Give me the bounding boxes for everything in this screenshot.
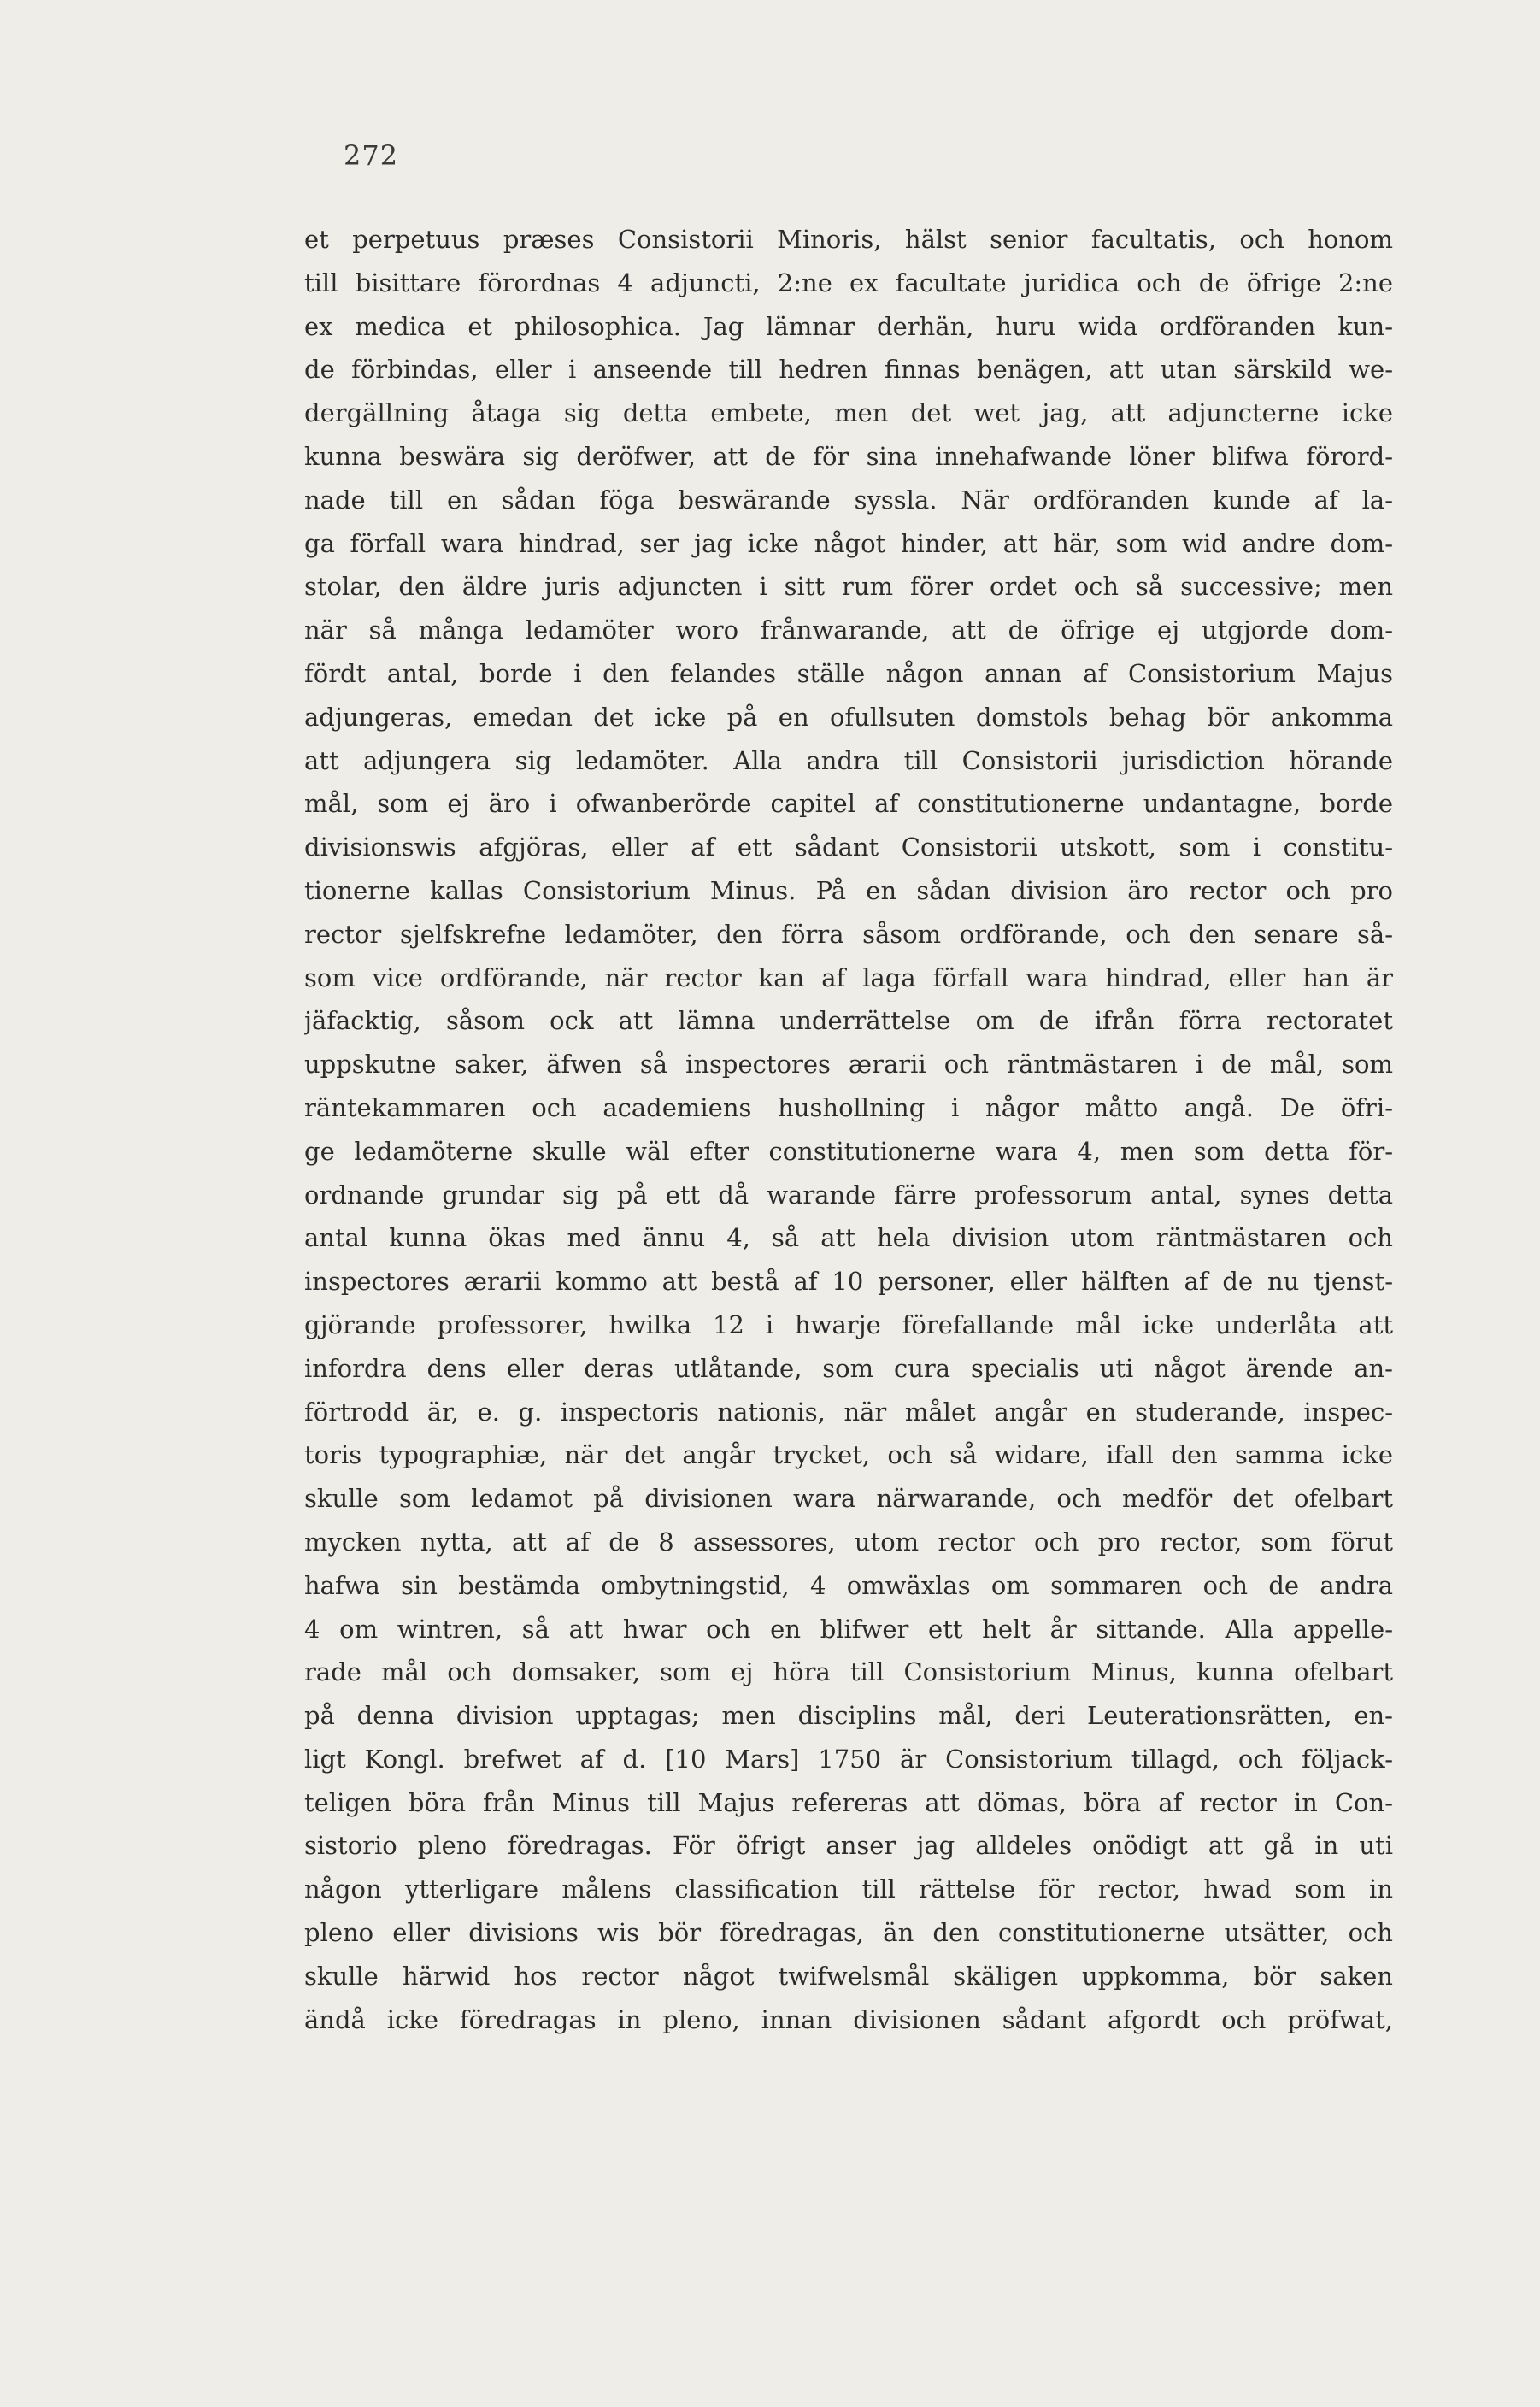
text-line: adjungeras, emedan det icke på en ofullsuten domstols behag bör ankomma	[304, 702, 1393, 732]
text-line: rector sjelfskrefne ledamöter, den förra såsom ordförande, och den senare så-	[304, 919, 1393, 949]
text-line: rade mål och domsaker, som ej höra till Consistorium Minus, kunna ofelbart	[304, 1657, 1393, 1687]
text-line: gjörande professorer, hwilka 12 i hwarje förefallande mål icke underlåta att	[304, 1309, 1393, 1339]
text-line: ge ledamöterne skulle wäl efter constitutionerne wara 4, men som detta för-	[304, 1136, 1393, 1166]
text-line: inspectores ærarii kommo att bestå af 10 personer, eller hälften af de nu tjenst-	[304, 1267, 1393, 1297]
text-line: antal kunna ökas med ännu 4, så att hela division utom räntmästaren och	[304, 1223, 1393, 1253]
text-line: infordra dens eller deras utlåtande, som cura specialis uti något ärende an-	[304, 1353, 1393, 1383]
text-line: jäfacktig, såsom ock att lämna underrättelse om de ifrån förra rectoratet	[304, 1006, 1393, 1036]
text-line: någon ytterligare målens classification till rättelse för rector, hwad som in	[304, 1874, 1393, 1904]
text-line: skulle härwid hos rector något twifwelsmål skäligen uppkomma, bör saken	[304, 1961, 1393, 1991]
text-line: ga förfall wara hindrad, ser jag icke något hinder, att här, som wid andre dom-	[304, 528, 1393, 558]
text-line: uppskutne saker, äfwen så inspectores ærarii och räntmästaren i de mål, som	[304, 1050, 1393, 1080]
text-line: mål, som ej äro i ofwanberörde capitel af constitutionerne undantagne, borde	[304, 789, 1393, 819]
text-line: toris typographiæ, när det angår trycket, och så widare, ifall den samma icke	[304, 1440, 1393, 1470]
text-line: mycken nytta, att af de 8 assessores, utom rector och pro rector, som förut	[304, 1527, 1393, 1557]
text-line: ligt Kongl. brefwet af d. [10 Mars] 1750 är Consistorium tillagd, och följack-	[304, 1744, 1393, 1774]
text-line: på denna division upptagas; men disciplins mål, deri Leuterationsrätten, en-	[304, 1701, 1393, 1731]
text-line: sistorio pleno föredragas. För öfrigt anser jag alldeles onödigt att gå in uti	[304, 1831, 1393, 1861]
text-line: när så många ledamöter woro frånwarande, att de öfrige ej utgjorde dom-	[304, 615, 1393, 645]
text-line: de förbindas, eller i anseende till hedren finnas benägen, att utan särskild we-	[304, 355, 1393, 385]
text-line: tionerne kallas Consistorium Minus. På en sådan division äro rector och pro	[304, 875, 1393, 905]
text-line: 4 om wintren, så att hwar och en blifwer ett helt år sittande. Alla appelle-	[304, 1614, 1393, 1644]
body-text	[304, 218, 1393, 2041]
text-line: hafwa sin bestämda ombytningstid, 4 omwäxlas om sommaren och de andra	[304, 1570, 1393, 1600]
text-line: dergällning åtaga sig detta embete, men det wet jag, att adjuncterne icke	[304, 398, 1393, 428]
text-line: nade till en sådan föga beswärande syssla. När ordföranden kunde af la-	[304, 485, 1393, 515]
text-line: ex medica et philosophica. Jag lämnar derhän, huru wida ordföranden kun-	[304, 311, 1393, 341]
text-line: räntekammaren och academiens hushollning i någor måtto angå. De öfri-	[304, 1092, 1393, 1122]
text-line: ändå icke föredragas in pleno, innan divisionen sådant afgordt och pröfwat,	[304, 2004, 1393, 2034]
text-line: förtrodd är, e. g. inspectoris nationis, när målet angår en studerande, inspec-	[304, 1397, 1393, 1427]
page-number: 272	[344, 139, 399, 172]
text-line: et perpetuus præses Consistorii Minoris, hälst senior facultatis, och honom	[304, 225, 1393, 254]
text-line: som vice ordförande, när rector kan af laga förfall wara hindrad, eller han är	[304, 962, 1393, 992]
text-line: till bisittare förordnas 4 adjuncti, 2:ne ex facultate juridica och de öfrige 2:ne	[304, 268, 1393, 297]
text-line: fördt antal, borde i den felandes ställe någon annan af Consistorium Majus	[304, 658, 1393, 688]
text-line: att adjungera sig ledamöter. Alla andra till Consistorii jurisdiction hörande	[304, 745, 1393, 775]
text-line: pleno eller divisions wis bör föredragas, än den constitutionerne utsätter, och	[304, 1918, 1393, 1948]
text-line: divisionswis afgjöras, eller af ett sådant Consistorii utskott, som i constitu-	[304, 833, 1393, 862]
text-line: kunna beswära sig deröfwer, att de för sina innehafwande löner blifwa förord-	[304, 441, 1393, 471]
text-line: skulle som ledamot på divisionen wara närwarande, och medför det ofelbart	[304, 1484, 1393, 1514]
text-line: ordnande grundar sig på ett då warande färre professorum antal, synes detta	[304, 1180, 1393, 1209]
text-line: stolar, den äldre juris adjuncten i sitt rum förer ordet och så successive; men	[304, 572, 1393, 602]
text-line: teligen böra från Minus till Majus refereras att dömas, böra af rector in Con-	[304, 1787, 1393, 1817]
